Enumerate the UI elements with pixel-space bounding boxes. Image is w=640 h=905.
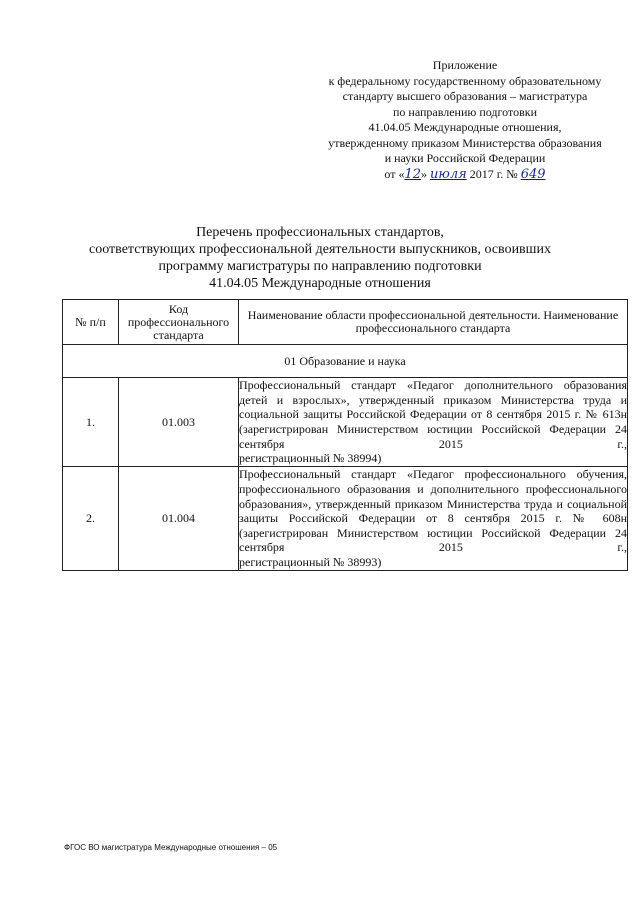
appendix-line: стандарту высшего образования – магистратура — [342, 89, 588, 103]
appendix-line: по направлению подготовки — [392, 104, 538, 119]
title-line: соответствующих профессиональной деятельности выпускников, освоивших — [89, 242, 551, 257]
appendix-line: и науки Российской Федерации — [384, 151, 546, 165]
document-title — [60, 224, 580, 292]
row-num: 1. — [63, 378, 119, 467]
table-row — [63, 378, 628, 467]
appendix-line: утвержденному приказом Министерства образования — [328, 135, 602, 150]
row-text: Профессиональный стандарт «Педагог профессионального обучения, профессионального образования и дополнительного профессионального образования», утвержденный приказом Министерства труда и социальной защиты Российской Федерации от 8 сентября 2015 г. № 608н (зарегистрирован Министерством юстиции Российской Федерации 24 сентября 2015 г., — [239, 467, 627, 555]
order-date-line — [300, 167, 630, 183]
order-number-handwritten: 649 — [520, 166, 546, 182]
order-year: 2017 г. № — [469, 166, 518, 181]
table-row — [63, 467, 628, 571]
row-description — [239, 378, 628, 467]
title-line: 41.04.05 Международные отношения — [209, 276, 431, 291]
title-line: Перечень профессиональных стандартов, — [196, 225, 444, 240]
row-num: 2. — [63, 467, 119, 571]
row-text: Профессиональный стандарт «Педагог дополнительного образования детей и взрослых», утвержденный приказом Министерства труда и социальной защиты Российской Федерации от 8 сентября 2015 г. № 613н (зарегистрирован Министерством юстиции Российской Федерации 24 сентября 2015 г., — [239, 378, 627, 451]
row-description — [239, 467, 628, 571]
appendix-line: Приложение — [432, 58, 498, 72]
area-row — [63, 345, 628, 378]
standards-table — [62, 299, 628, 571]
row-text-last: регистрационный № 38994) — [239, 451, 382, 466]
order-prefix: от « — [384, 166, 405, 181]
row-text-last: регистрационный № 38993) — [239, 554, 382, 569]
order-month-handwritten: июля — [430, 166, 467, 182]
row-code: 01.004 — [119, 467, 239, 571]
area-label: 01 Образование и наука — [63, 345, 628, 378]
order-mid: » — [421, 166, 428, 181]
row-code: 01.003 — [119, 378, 239, 467]
appendix-line: к федеральному государственному образовательному — [328, 73, 602, 88]
header-num: № п/п — [63, 300, 119, 345]
appendix-line: 41.04.05 Международные отношения, — [368, 120, 562, 134]
title-line: программу магистратуры по направлению подготовки — [158, 259, 482, 274]
appendix-header — [300, 58, 630, 182]
page-footer: ФГОС ВО магистратура Международные отношения – 05 — [64, 843, 278, 852]
header-code: Код профессионального стандарта — [119, 300, 239, 345]
header-name: Наименование области профессиональной деятельности. Наименование профессионального стандарта — [239, 300, 628, 345]
order-day-handwritten: 12 — [404, 166, 422, 182]
table-header-row — [63, 300, 628, 345]
